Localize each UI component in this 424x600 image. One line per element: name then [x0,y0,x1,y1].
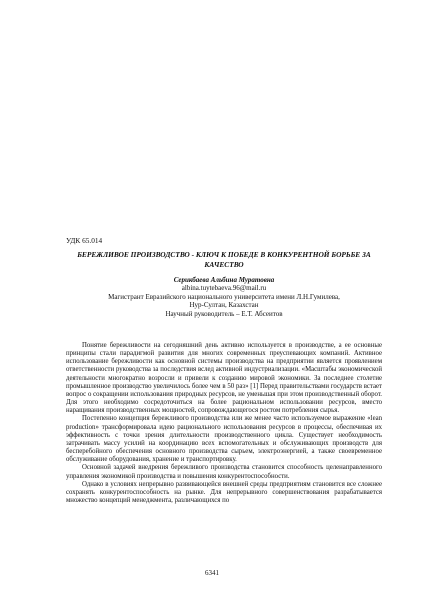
paragraph: Понятие бережливости на сегодняшний день активно используется в производстве, а ее основные принципы стали парадигмой развития для многих современных преуспевающих компаний. Активное использование бережливости как основной системы производства на предприятии является проявлением ответственности руководства за последствия вслед активной индустриализации. «Масштабы экономической деятельности многократно возросли и привели к созданию мировой экономики. За последнее столетие промышленное производство увеличилось более чем в 50 раз» [1] Перед правительствами государств встает вопрос о сокращении использования природных ресурсов, не уменьшая при этом производственный оборот. Для этого необходимо сосредоточиться на более рациональном использовании ресурсов, вместо наращивания производственных мощностей, сопровождающегося ростом потребления сырья. [66,342,382,415]
article-title: БЕРЕЖЛИВОЕ ПРОИЗВОДСТВО - КЛЮЧ К ПОБЕДЕ В КОНКУРЕНТНОЙ БОРЬБЕ ЗА КАЧЕСТВО [77,250,371,269]
paragraph: Однако в условиях непрерывно развивающейся внешней среды предприятиям становится все сложнее сохранять конкурентоспособность на рынке. Для непрерывного совершенствования разрабатывается множество концепций менеджмента, различающихся по [66,480,382,504]
udk-code: УДК 65.014 [66,236,103,245]
paragraph: Основной задачей внедрения бережливого производства становится способность целенаправленного управления экономикой производства и повышения конкурентоспособности. [66,464,382,480]
paragraph: Постепенно концепция бережливого производства или же менее часто используемое выражение «lean production» трансформировала идею рационального использования ресурсов в процессы, обеспечивая их эффективность с точки зрения длительности производственного цикла. Существует необходимость затрачивать массу усилий на координацию всех вспомогательных и обслуживающих производств для бесперебойного обеспечения основного производства сырьем, электроэнергией, а также своевременное обслуживание оборудования, хранение и транспортировку. [66,415,382,464]
supervisor: Научный руководитель – Е.Т. Абсеитов [165,309,283,318]
author-block [66,276,382,318]
page-number: 6341 [205,569,219,577]
author-name: Серикбаева Альбина Муратовна [173,276,275,284]
author-position: Магистрант Евразийского национального университета имени Л.Н.Гумилева, [108,292,340,301]
author-email: albina.tuytebaeva.96@mail.ru [181,284,267,293]
author-city: Нур-Султан, Казахстан [189,301,259,310]
article-body [66,342,382,505]
